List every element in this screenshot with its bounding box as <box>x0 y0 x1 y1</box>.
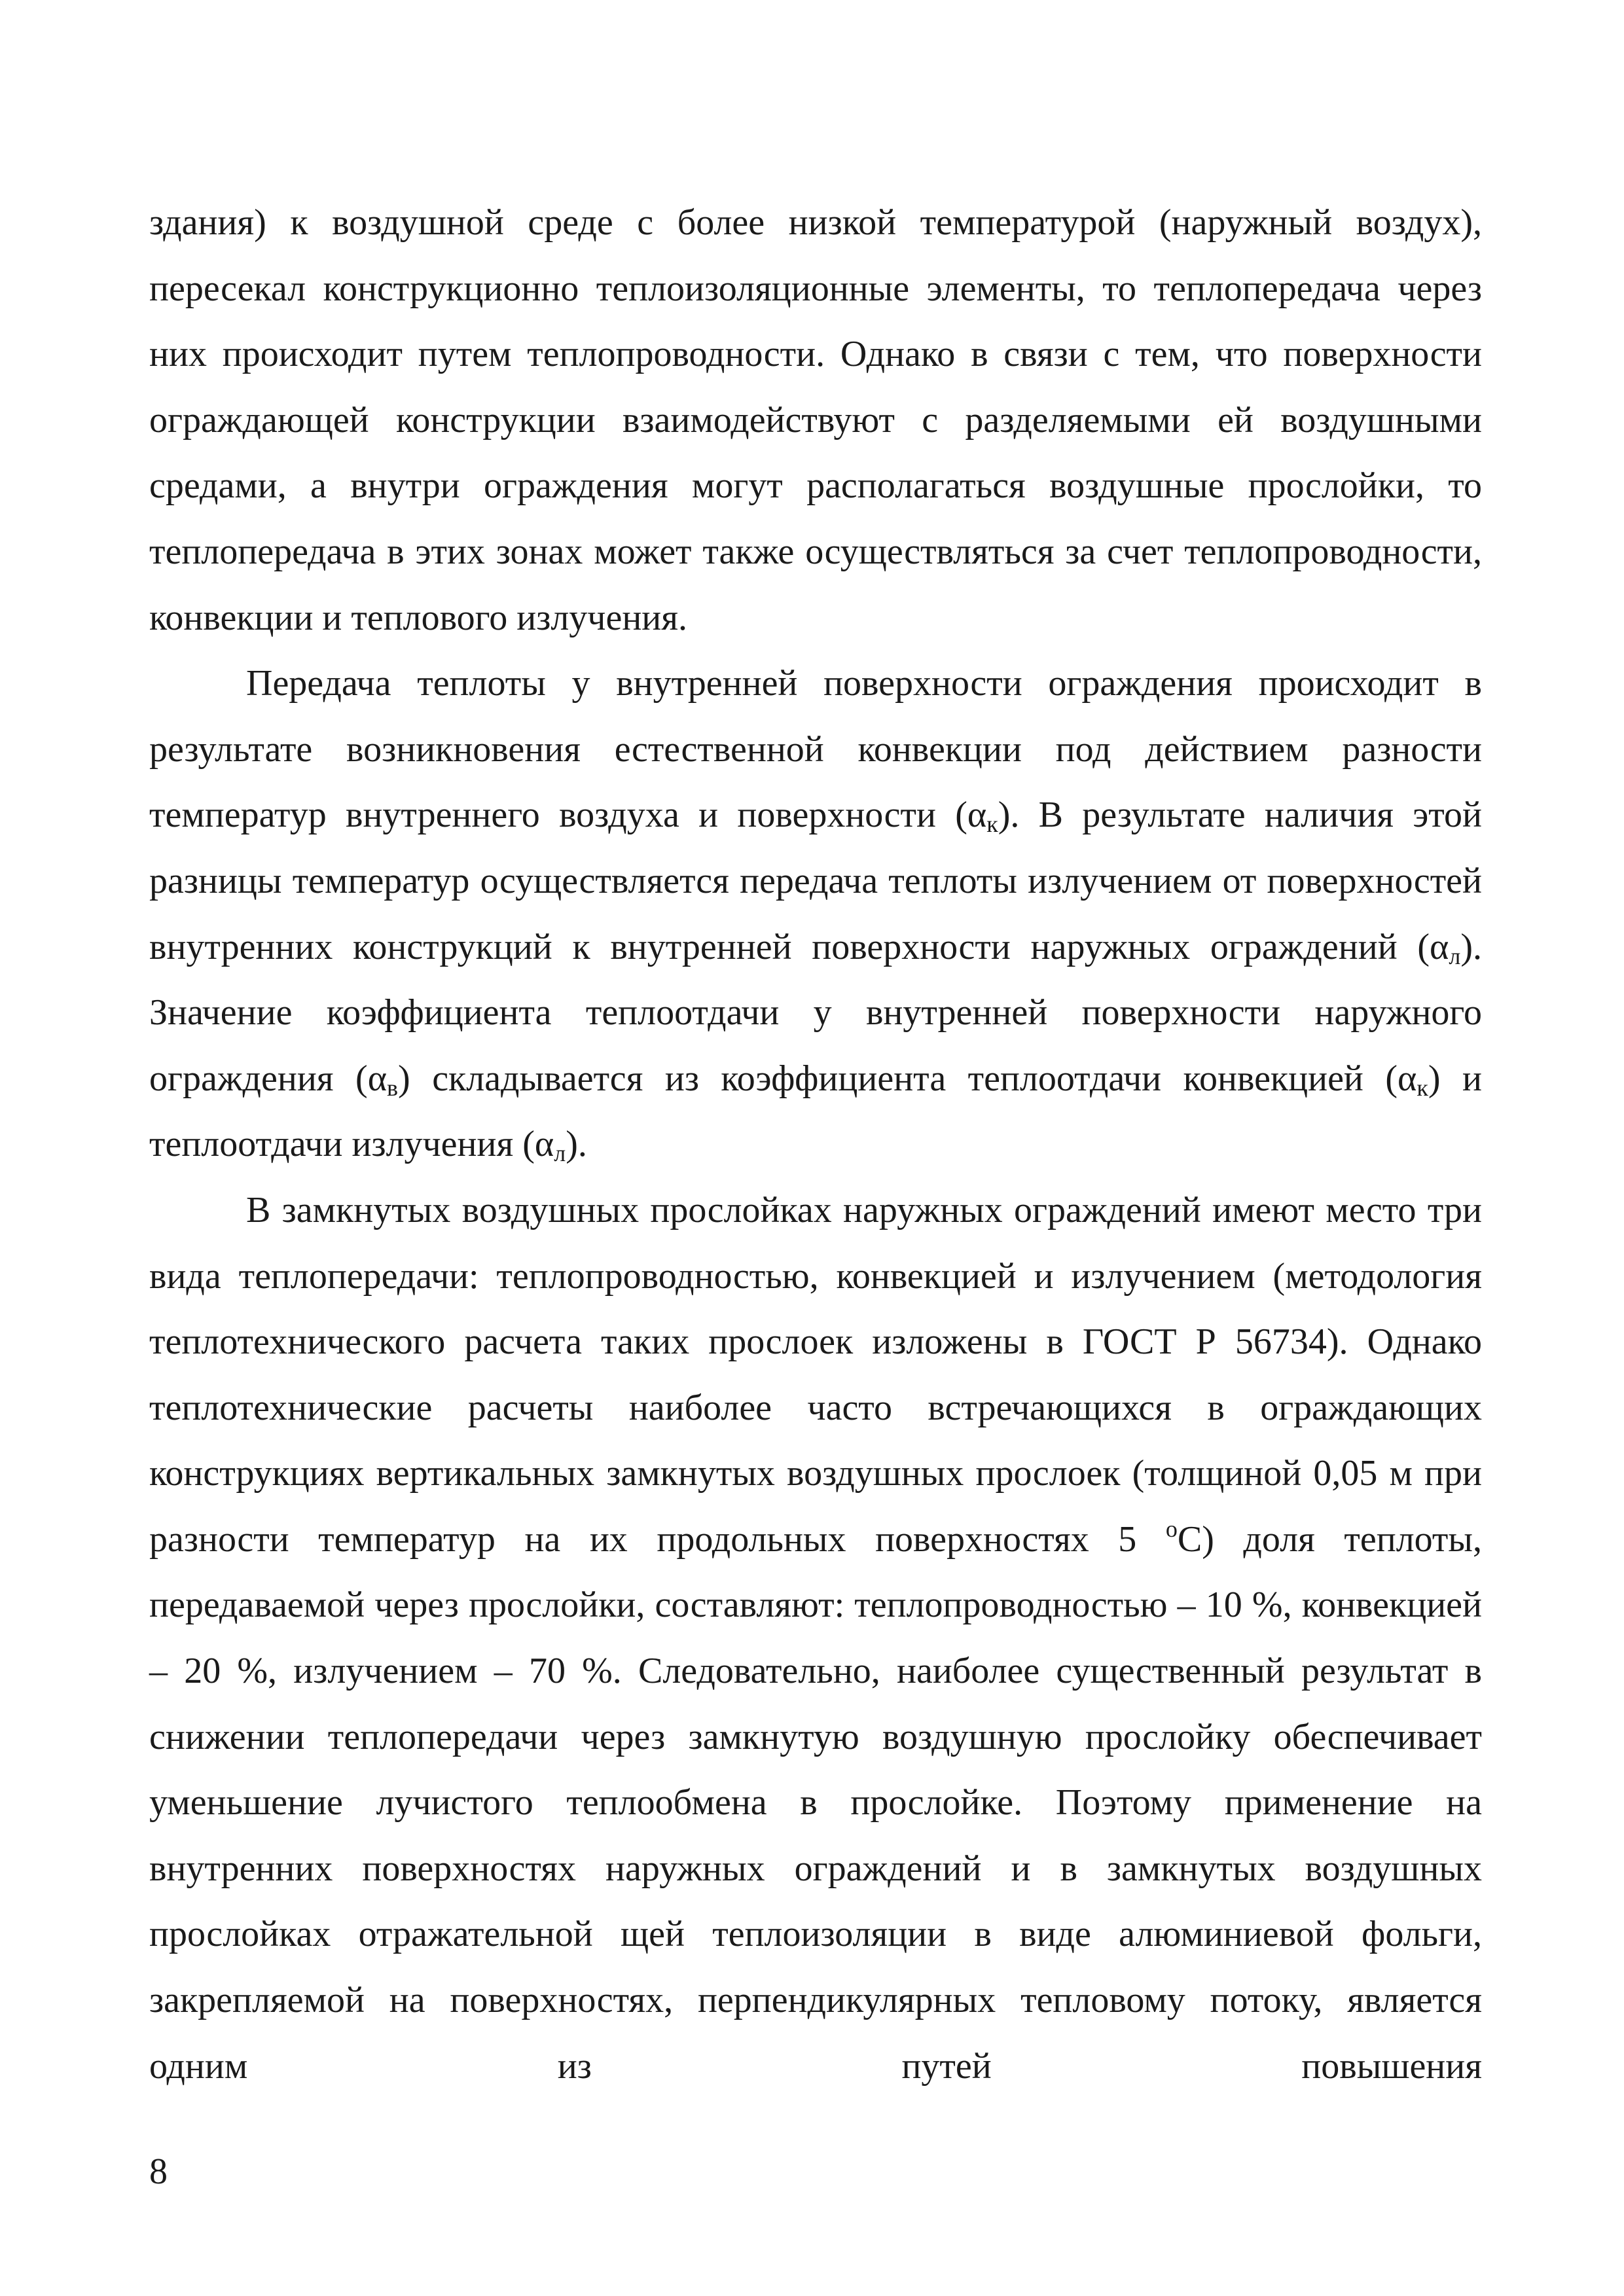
paragraph-2-text-1: Передача теплоты у внутренней поверхности ограждения происходит в результате возникновения естественной конвекции под действием разности температур внутреннего воздуха и поверхности (α <box>149 663 1482 836</box>
paragraph-3-text-2: С) доля теплоты, передаваемой через прослойки, составляют: теплопроводностью – 10 %, конвекцией – 20 %, излучением – 70 %. Следовательно, наиболее существенный результат в снижении теплопередачи через замкнутую воздушную прослойку обеспечивает уменьшение лучистого теплообмена в прослойке. Поэтому применение на внутренних поверхностях наружных ограждений и в замкнутых воздушных прослойках отражательной щей теплоизоляции в виде алюминиевой фольги, закрепляемой на поверхностях, перпендикулярных тепловому потоку, является одним из путей повышения <box>149 1518 1482 2087</box>
paragraph-3-text-1: В замкнутых воздушных прослойках наружных ограждений имеют место три вида теплопередачи: теплопроводностью, конвекцией и излучением (методология теплотехнического расчета таких прослоек изложены в ГОСТ Р 56734). Однако теплотехнические расчеты наиболее часто встречающихся в ограждающих конструкциях вертикальных замкнутых воздушных прослоек (толщиной 0,05 м при разности температур на их продольных поверхностях 5 <box>149 1189 1482 1560</box>
paragraph-2 <box>149 651 1482 1177</box>
alpha-l-subscript: л <box>1449 942 1461 969</box>
degree-superscript: о <box>1165 1515 1178 1542</box>
paragraph-1: здания) к воздушной среде с более низкой температурой (наружный воздух), пересекал конструкционно теплоизоляционные элементы, то теплопередача через них происходит путем теплопроводности. Однако в связи с тем, что поверхности ограждающей конструкции взаимодействуют с разделяемыми ей воздушными средами, а внутри ограждения могут располагаться воздушные прослойки, то теплопередача в этих зонах может также осуществляться за счет теплопроводности, конвекции и теплового излучения. <box>149 202 1482 638</box>
alpha-l-subscript: л <box>554 1140 566 1167</box>
alpha-k-subscript: к <box>1416 1074 1428 1101</box>
paragraph-2-text-5: ) и теплоотдачи излучения (α <box>149 1058 1483 1165</box>
paragraph-2-text-6: ). <box>566 1124 587 1165</box>
paragraph-2-text-3: ). Значение коэффициента теплоотдачи у внутренней поверхности наружного ограждения (α <box>149 926 1482 1099</box>
paragraph-2-text-2: ). В результате наличия этой разницы температур осуществляется передача теплоты излучением от поверхностей внутренних конструкций к внутренней поверхности наружных ограждений (α <box>149 795 1482 967</box>
page-number: 8 <box>149 2151 168 2192</box>
paragraph-3 <box>149 1177 1482 2099</box>
body-text <box>149 190 1482 2099</box>
alpha-v-subscript: в <box>387 1074 399 1101</box>
paragraph-2-text-4: ) складывается из коэффициента теплоотдачи конвекцией (α <box>398 1058 1417 1099</box>
alpha-k-subscript: к <box>986 811 998 838</box>
